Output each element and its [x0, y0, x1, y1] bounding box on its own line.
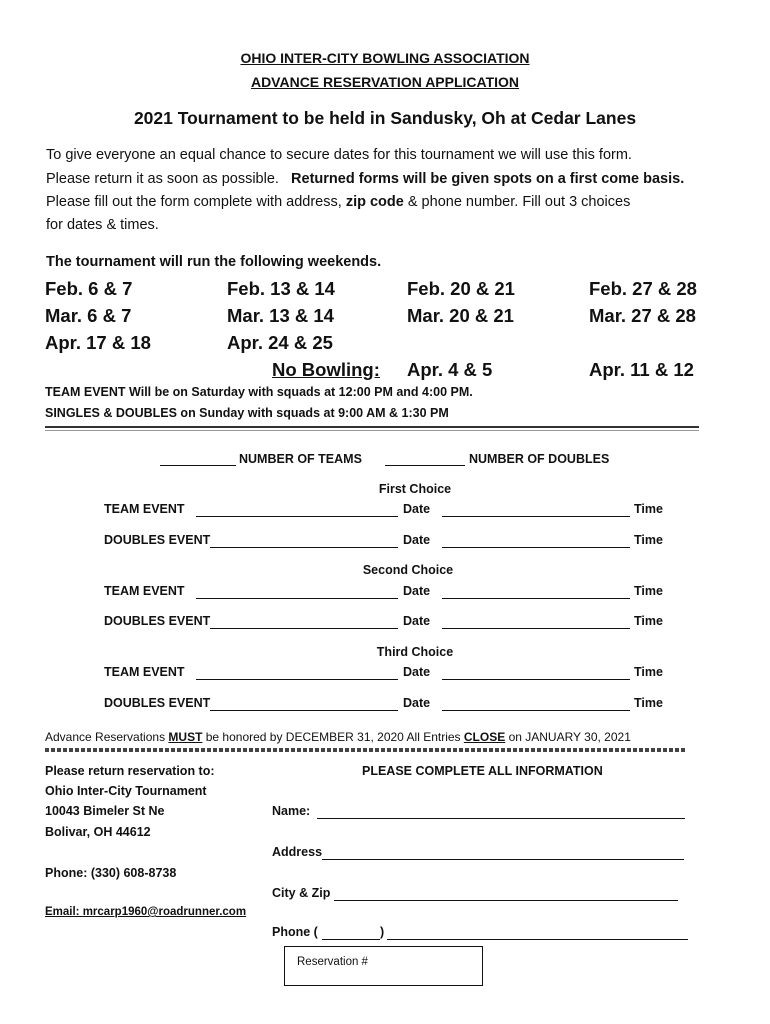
doubles-time-field[interactable]	[442, 628, 630, 629]
no-bowling-date: Apr. 11 & 12	[589, 359, 694, 380]
address-label: Address	[272, 845, 323, 859]
weekend-item: Mar. 27 & 28	[589, 305, 696, 326]
deadline-c: on JANUARY 30, 2021	[505, 730, 631, 744]
intro-line-3c: & phone number. Fill out 3 choices	[407, 194, 631, 210]
weekend-item: Feb. 27 & 28	[589, 278, 697, 299]
form-name: ADVANCE RESERVATION APPLICATION	[250, 74, 520, 90]
weekend-item: Apr. 17 & 18	[45, 332, 151, 353]
address-field[interactable]	[322, 859, 684, 860]
intro-line-2	[46, 167, 684, 191]
section-divider	[45, 426, 699, 431]
no-bowling-date: Apr. 4 & 5	[407, 359, 493, 380]
page-title: 2021 Tournament to be held in Sandusky, Oh at Cedar Lanes	[133, 108, 637, 128]
team-event-label: TEAM EVENT	[104, 584, 185, 598]
time-label: Time	[634, 584, 663, 598]
time-label: Time	[634, 696, 663, 710]
intro-line-2a: Please return it as soon as possible.	[46, 171, 279, 187]
num-teams-field[interactable]	[160, 465, 236, 466]
reservation-box[interactable]	[284, 946, 483, 986]
org-name: OHIO INTER-CITY BOWLING ASSOCIATION	[240, 50, 530, 66]
weekend-item: Mar. 6 & 7	[45, 305, 132, 326]
date-label: Date	[403, 584, 431, 598]
reservation-label: Reservation #	[297, 956, 368, 968]
phone-label: Phone (	[272, 925, 318, 939]
return-heading: Please return reservation to:	[45, 764, 215, 778]
choice-heading: Third Choice	[376, 645, 454, 659]
name-label: Name:	[272, 804, 311, 818]
weekends-heading: The tournament will run the following weekends.	[46, 254, 382, 270]
weekend-item: Feb. 6 & 7	[45, 278, 133, 299]
date-label: Date	[403, 665, 431, 679]
doubles-event-field[interactable]	[210, 710, 398, 711]
num-teams-label: NUMBER OF TEAMS	[239, 452, 362, 466]
intro-line-1: To give everyone an equal chance to secure dates for this tournament we will use this form.	[46, 147, 632, 163]
date-label: Date	[403, 502, 431, 516]
team-squads-note: TEAM EVENT Will be on Saturday with squads at 12:00 PM and 4:00 PM.	[45, 385, 473, 399]
phone-field[interactable]	[387, 939, 688, 940]
weekend-item: Apr. 24 & 25	[227, 332, 333, 353]
deadline-b: be honored by DECEMBER 31, 2020 All Entries	[202, 730, 464, 744]
team-event-label: TEAM EVENT	[104, 665, 185, 679]
team-time-field[interactable]	[442, 598, 630, 599]
doubles-time-field[interactable]	[442, 710, 630, 711]
return-city: Bolivar, OH 44612	[45, 825, 151, 839]
phone-paren: )	[380, 925, 385, 939]
date-label: Date	[403, 614, 431, 628]
doubles-event-label: DOUBLES EVENT	[104, 696, 211, 710]
time-label: Time	[634, 533, 663, 547]
doubles-event-label: DOUBLES EVENT	[104, 614, 211, 628]
deadline-close: CLOSE	[463, 730, 506, 744]
team-time-field[interactable]	[442, 516, 630, 517]
team-event-field[interactable]	[196, 516, 398, 517]
city-zip-label: City & Zip	[272, 886, 331, 900]
date-label: Date	[403, 696, 431, 710]
no-bowling-label: No Bowling:	[272, 359, 380, 380]
intro-zip-code: zip code	[345, 194, 404, 210]
time-label: Time	[634, 614, 663, 628]
intro-line-3a: Please fill out the form complete with address,	[46, 194, 342, 210]
doubles-event-field[interactable]	[210, 547, 398, 548]
doubles-time-field[interactable]	[442, 547, 630, 548]
deadline-a: Advance Reservations	[45, 730, 169, 744]
doubles-event-label: DOUBLES EVENT	[104, 533, 211, 547]
date-label: Date	[403, 533, 431, 547]
choice-heading: Second Choice	[362, 563, 454, 577]
name-field[interactable]	[317, 818, 685, 819]
num-doubles-field[interactable]	[385, 465, 465, 466]
return-email-link[interactable]: Email: mrcarp1960@roadrunner.com	[45, 906, 247, 918]
time-label: Time	[634, 665, 663, 679]
intro-line-2b: Returned forms will be given spots on a first come basis.	[291, 171, 685, 187]
intro-line-3	[46, 190, 630, 214]
team-event-label: TEAM EVENT	[104, 502, 185, 516]
weekend-item: Mar. 20 & 21	[407, 305, 514, 326]
time-label: Time	[634, 502, 663, 516]
weekend-item: Feb. 13 & 14	[227, 278, 335, 299]
return-phone: Phone: (330) 608-8738	[45, 866, 177, 880]
contact-heading: PLEASE COMPLETE ALL INFORMATION	[362, 764, 603, 778]
team-event-field[interactable]	[196, 598, 398, 599]
doubles-event-field[interactable]	[210, 628, 398, 629]
city-zip-field[interactable]	[334, 900, 678, 901]
team-event-field[interactable]	[196, 679, 398, 680]
intro-line-4: for dates & times.	[46, 217, 159, 233]
dashed-separator	[45, 748, 687, 751]
team-time-field[interactable]	[442, 679, 630, 680]
deadline-note	[45, 730, 631, 744]
area-code-field[interactable]	[322, 939, 380, 940]
return-street: 10043 Bimeler St Ne	[45, 804, 165, 818]
num-doubles-label: NUMBER OF DOUBLES	[469, 452, 610, 466]
deadline-must: MUST	[168, 730, 203, 744]
choice-heading: First Choice	[378, 482, 452, 496]
return-name: Ohio Inter-City Tournament	[45, 784, 207, 798]
singles-squads-note: SINGLES & DOUBLES on Sunday with squads at 9:00 AM & 1:30 PM	[45, 406, 449, 420]
weekend-item: Feb. 20 & 21	[407, 278, 515, 299]
weekend-item: Mar. 13 & 14	[227, 305, 334, 326]
